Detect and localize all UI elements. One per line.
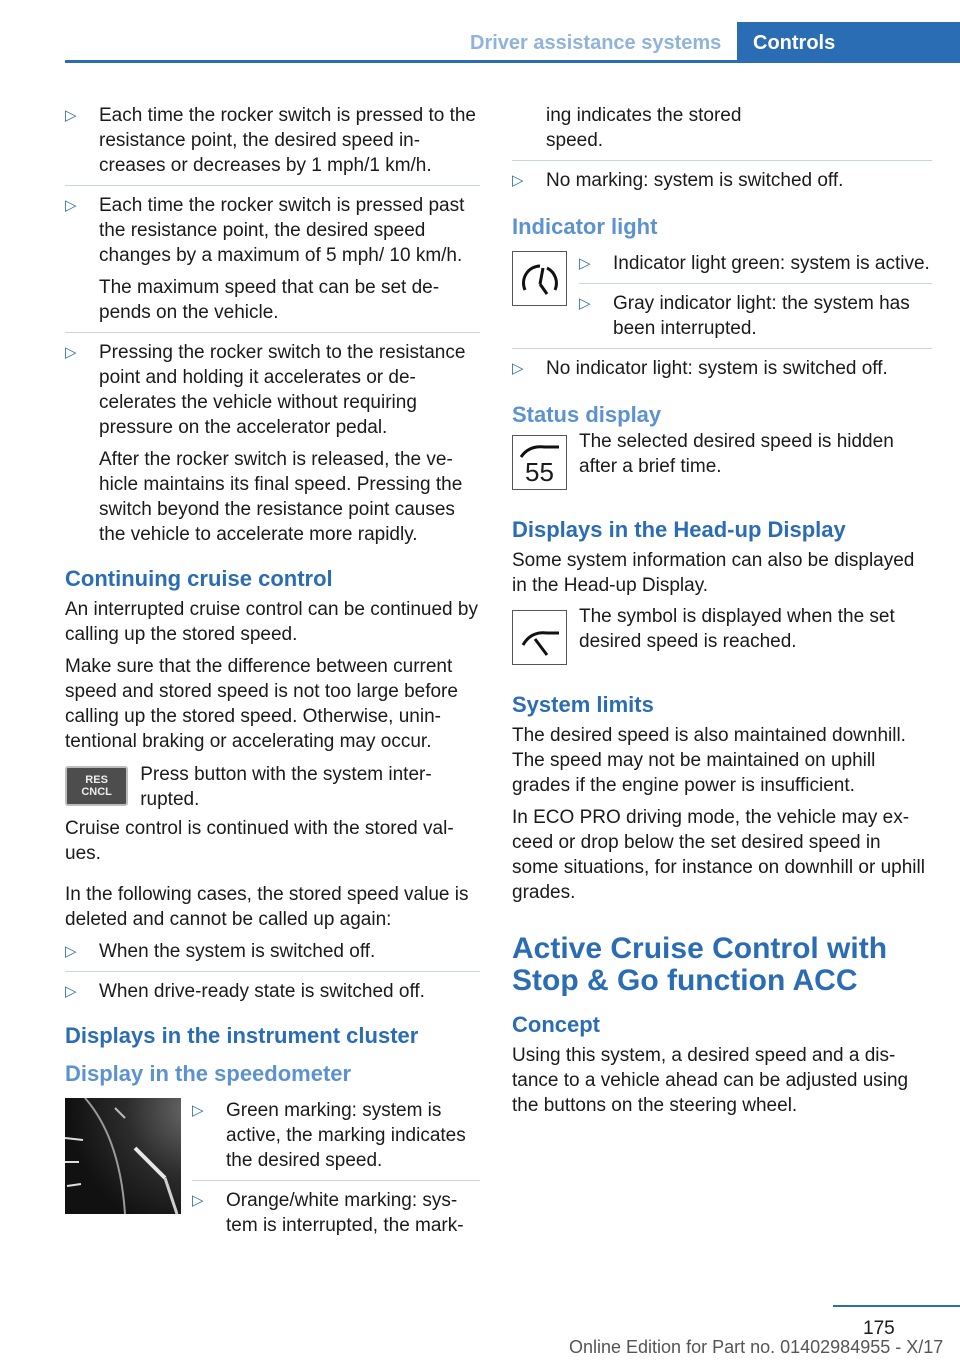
para-continuing-1: An interrupted cruise control can be continued by calling up the stored speed.: [65, 599, 478, 645]
hud-symbol-text: The symbol is displayed when the set desired speed is reached.: [579, 606, 895, 652]
divider: [512, 160, 932, 161]
divider: [512, 348, 932, 349]
bullet-past-resistance: ▷ Each time the rocker switch is pressed past the resistance point, the desired speed changes by a maximum of 5 mph/ 10 km/h.: [65, 193, 480, 268]
note-max-speed: The maximum speed that can be set depends on the vehicle.: [99, 277, 440, 323]
header-tab-controls: Controls: [737, 22, 960, 63]
left-column: [65, 103, 480, 1245]
status-text: The selected desired speed is hidden after a brief time.: [579, 431, 894, 477]
heading-indicator-light: Indicator light: [512, 214, 658, 239]
speedometer-row: [65, 1098, 480, 1245]
bullet-no-marking: ▷ No marking: system is switched off.: [512, 168, 932, 193]
bullet-increment: ▷ Each time the rocker switch is pressed to the resistance point, the desired speed increases or decreases by 1 mph/1 km/h.: [65, 103, 480, 178]
header-section-title: Driver assistance systems: [470, 32, 722, 54]
speedometer-needle-icon: [65, 1098, 181, 1214]
divider: [65, 332, 480, 333]
para-hud: Some system information can also be displayed in the Head-up Display.: [512, 550, 915, 596]
indicator-row: [512, 251, 932, 348]
para-concept: Using this system, a desired speed and a distance to a vehicle ahead can be adjusted using the buttons on the steering wheel.: [512, 1045, 909, 1116]
bullet-deleted-1: ▷ When the system is switched off.: [65, 939, 480, 964]
heading-acc: Active Cruise Control with Stop & Go function ACC: [512, 932, 888, 997]
res-cncl-button-icon: RES CNCL: [65, 766, 128, 806]
para-limits-1: The desired speed is also maintained downhill. The speed may not be maintained on uphill grades if the engine power is insufficient.: [512, 725, 906, 796]
heading-concept: Concept: [512, 1012, 600, 1037]
speedometer-list: [226, 1098, 480, 1245]
right-column: [512, 103, 932, 1125]
indicator-list: [579, 251, 932, 348]
res-button-text: Press button with the system interrupted.: [140, 764, 432, 810]
divider: [192, 1180, 480, 1181]
para-continued: Cruise control is continued with the stored values.: [65, 818, 454, 864]
divider: [65, 185, 480, 186]
page-number: 175: [863, 1318, 895, 1339]
cruise-indicator-icon: [512, 251, 567, 306]
footer-edition: Online Edition for Part no. 01402984955 - X/17: [569, 1337, 944, 1357]
para-continuing-2: Make sure that the difference between current speed and stored speed is not too large before calling up the stored speed. Otherwise, unintentional braking or accelerating may occur.: [65, 656, 458, 752]
bullet-indicator-gray: ▷ Gray indicator light: the system has been interrupted.: [579, 291, 932, 341]
para-limits-2: In ECO PRO driving mode, the vehicle may exceed or drop below the set desired speed in some situations, for instance on downhill or uphill grades.: [512, 807, 925, 903]
heading-continuing-cruise: Continuing cruise control: [65, 566, 333, 591]
para-deleted-intro: In the following cases, the stored speed value is deleted and cannot be called up again:: [65, 884, 469, 930]
divider: [579, 283, 932, 284]
heading-speedometer: Display in the speedometer: [65, 1061, 352, 1086]
bullet-hold-switch: ▷ Pressing the rocker switch to the resistance point and holding it accelerates or decelerates the vehicle without requiring pressure on the accelerator pedal.: [65, 340, 480, 440]
heading-hud: Displays in the Head-up Display: [512, 517, 846, 542]
status-row: [512, 431, 932, 490]
hud-symbol-row: [512, 606, 932, 665]
status-speed-icon: 55: [512, 435, 567, 490]
continued-marking-text: ing indicates the stored speed.: [546, 105, 742, 151]
hud-symbol-icon: [512, 610, 567, 665]
footer-rule: [833, 1305, 960, 1307]
bullet-orange-marking: ▷ Orange/white marking: system is interrupted, the mark-: [192, 1188, 480, 1238]
bullet-indicator-green: ▷ Indicator light green: system is active.: [579, 251, 932, 276]
note-release-switch: After the rocker switch is released, the vehicle maintains its final speed. Pressing the switch beyond the resistance point causes the vehicle to accelerate more rapidly.: [99, 449, 463, 545]
speedometer-image: [65, 1098, 181, 1214]
heading-instrument-cluster: Displays in the instrument cluster: [65, 1023, 419, 1048]
header-rule: [65, 60, 960, 63]
res-button-row: [65, 766, 480, 812]
bullet-deleted-2: ▷ When drive-ready state is switched off.: [65, 979, 480, 1004]
bullet-green-marking: ▷ Green marking: system is active, the marking indicates the desired speed.: [192, 1098, 480, 1173]
heading-status-display: Status display: [512, 402, 662, 427]
divider: [65, 971, 480, 972]
bullet-no-indicator: ▷ No indicator light: system is switched off.: [512, 356, 932, 381]
heading-system-limits: System limits: [512, 692, 654, 717]
